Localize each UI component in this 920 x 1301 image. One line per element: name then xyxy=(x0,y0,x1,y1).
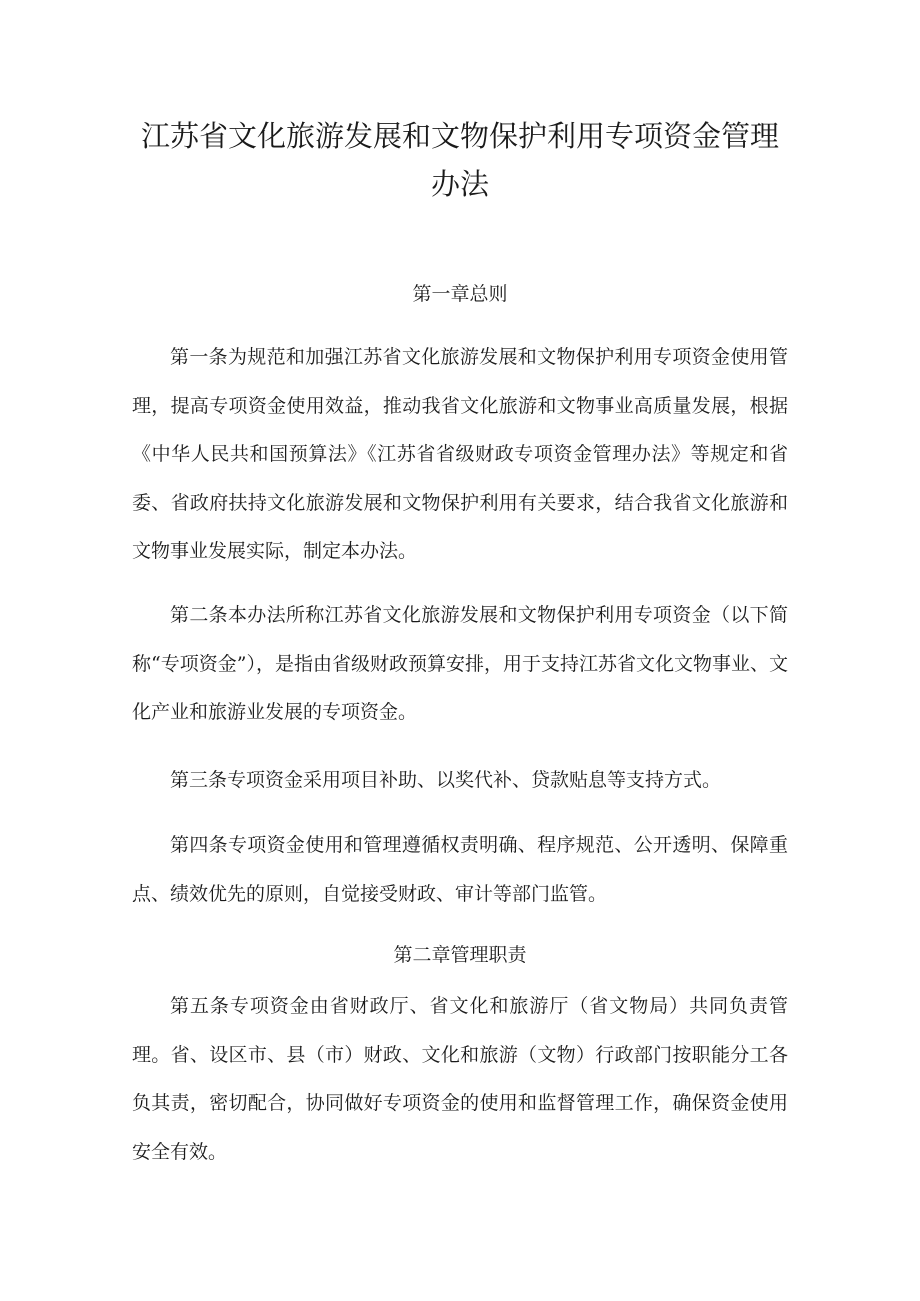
article-1: 第一条为规范和加强江苏省文化旅游发展和文物保护利用专项资金使用管理，提高专项资金使用效益，推动我省文化旅游和文物事业高质量发展，根据《中华人民共和国预算法》《江苏省省级财政专项资金管理办法》等规定和省委、省政府扶持文化旅游发展和文物保护利用有关要求，结合我省文化旅游和文物事业发展实际，制定本办法。 xyxy=(132,346,788,562)
article-4: 第四条专项资金使用和管理遵循权责明确、程序规范、公开透明、保障重点、绩效优先的原则，自觉接受财政、审计等部门监管。 xyxy=(132,834,788,905)
title-line-2: 办法 xyxy=(430,167,489,201)
article-3: 第三条专项资金采用项目补助、以奖代补、贷款贴息等支持方式。 xyxy=(170,769,722,791)
title-line-1: 江苏省文化旅游发展和文物保护利用专项资金管理 xyxy=(140,119,779,153)
chapter-heading-1: 第一章总则 xyxy=(412,283,508,305)
article-5: 第五条专项资金由省财政厅、省文化和旅游厅（省文物局）共同负责管理。省、设区市、县（市）财政、文化和旅游（文物）行政部门按职能分工各负其责，密切配合，协同做好专项资金的使用和监督管理工作，确保资金使用安全有效。 xyxy=(132,995,788,1163)
document-title xyxy=(130,112,790,208)
article-2: 第二条本办法所称江苏省文化旅游发展和文物保护利用专项资金（以下简称“专项资金”），是指由省级财政预算安排，用于支持江苏省文化文物事业、文化产业和旅游业发展的专项资金。 xyxy=(132,604,788,723)
chapter-heading-2: 第二章管理职责 xyxy=(393,944,527,966)
